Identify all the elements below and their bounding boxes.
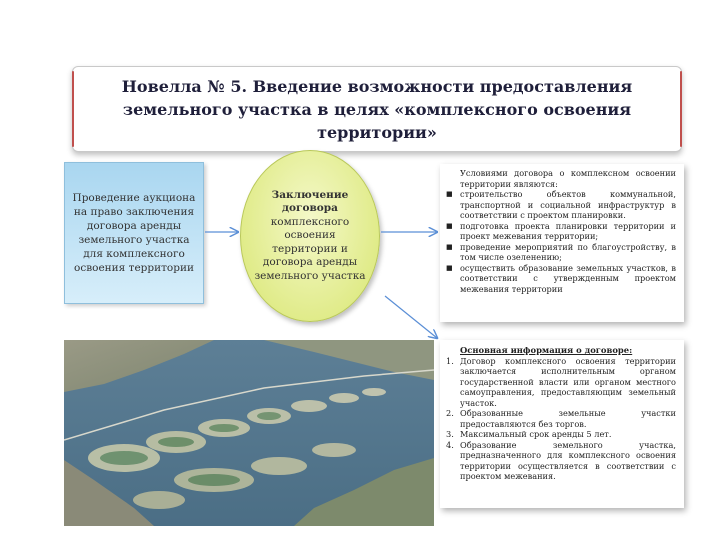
bullet-icon: ■	[446, 263, 453, 272]
contract-text: комплексного освоения территории и договора аренды земельного участка	[254, 215, 366, 282]
info-item: 3. Максимальный срок аренды 5 лет.	[446, 429, 612, 439]
info-list	[446, 356, 676, 482]
conditions-item: ■ осуществить образование земельных участков, в соответствии с утвержденным проектом межевания территории	[446, 262, 676, 294]
title-box	[72, 66, 682, 152]
conditions-list	[446, 189, 676, 294]
auction-text: Проведение аукциона на право заключения договора аренды земельного участка для комплексного освоения территории	[72, 192, 196, 274]
page-title: Новелла № 5. Введение возможности предоставления земельного участка в целях «комплексного освоения территории»	[121, 76, 633, 142]
info-box	[440, 340, 684, 508]
info-item: 1. Договор комплексного освоения территории заключается исполнительным органом государственной власти или органом местного самоуправления, предоставляющим земельный участок.	[446, 355, 676, 408]
conditions-lead: Условиями договора о комплексном освоении территории являются:	[460, 168, 676, 189]
conditions-item: ■ проведение мероприятий по благоустройству, в том числе озеленению;	[446, 241, 676, 262]
info-item: 2. Образованные земельные участки предоставляются без торгов.	[446, 408, 676, 429]
bullet-icon: ■	[446, 190, 453, 198]
info-title: Основная информация о договоре:	[460, 345, 633, 355]
conditions-item: ■ подготовка проекта планировки территории и проект межевания территории;	[446, 220, 676, 241]
conditions-box	[440, 164, 684, 322]
contract-bold-text: Заключение договора	[271, 188, 349, 215]
conditions-item: ■ строительство объектов коммунальной, транспортной и социальной инфраструктур в соответствии с проектом планировки.	[446, 189, 676, 220]
info-item: 4. Образование земельного участка, предназначенного для комплексного освоения территории осуществляется в соответствии с проектом межевания.	[446, 439, 676, 481]
arrow-contract-to-info	[385, 296, 437, 338]
contract-text-block	[251, 189, 369, 284]
contract-circle	[240, 150, 380, 322]
bullet-icon: ■	[446, 221, 453, 230]
aerial-photo-image	[64, 340, 434, 526]
aerial-photo	[64, 340, 434, 526]
auction-box	[64, 162, 204, 304]
bullet-icon: ■	[446, 242, 453, 251]
